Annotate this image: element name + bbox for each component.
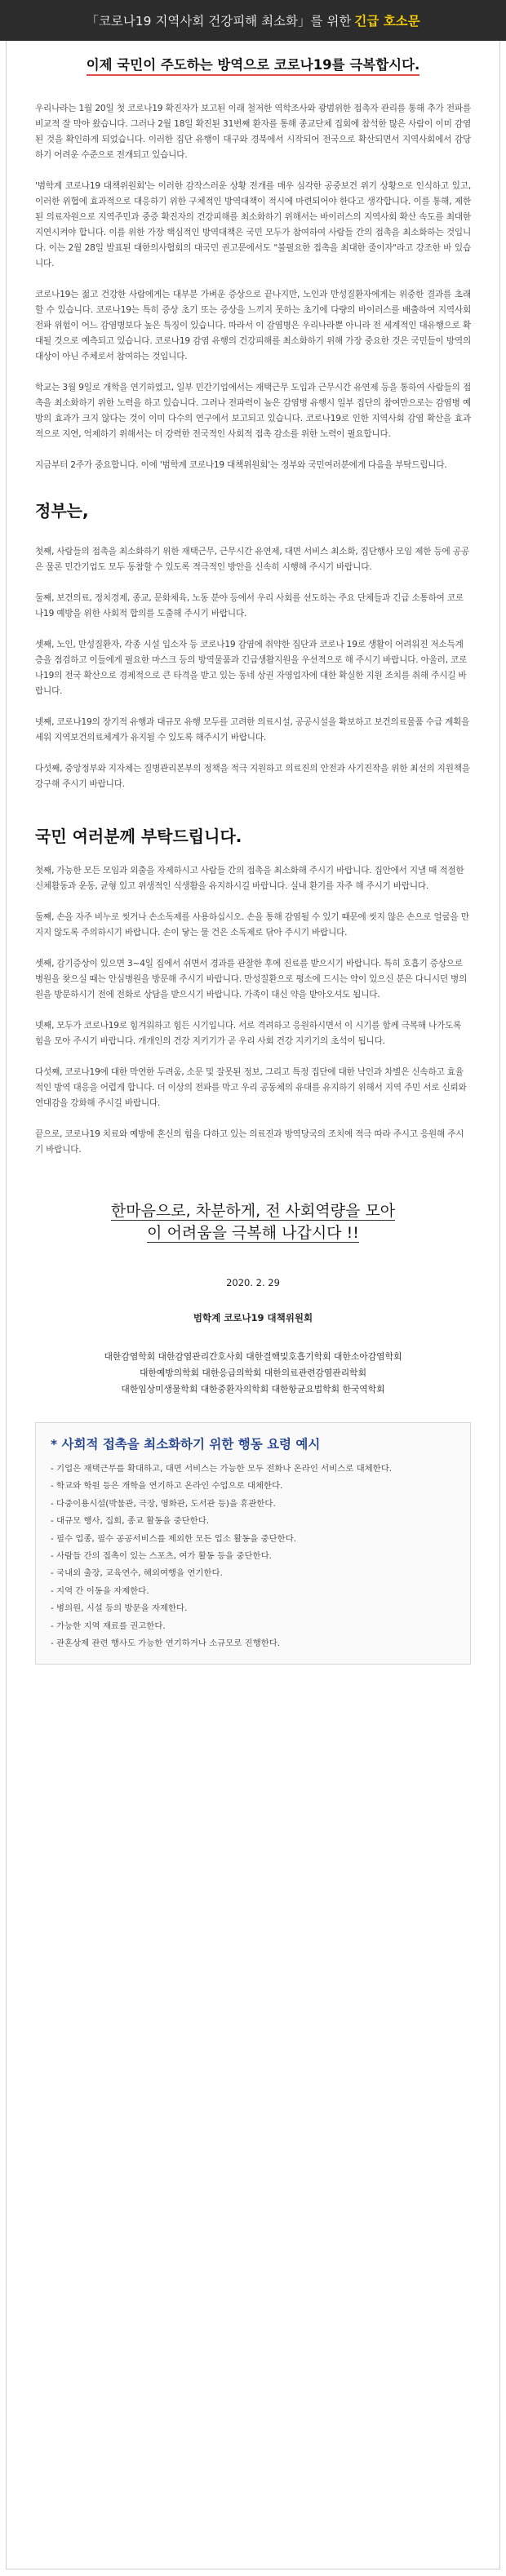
public-item-5: 다섯째, 코로나19에 대한 막연한 두려움, 소문 및 잘못된 정보, 그리고 특정 집단에 대한 낙인과 차별은 신속하고 효율적인 방역 대응을 어렵게 합니다. 더 이상의 전파를 막고 우리 공동체의 유대를 유지하기 위해서 지역 주민 서로 신뢰와 연대감을 강화해 주시길 바랍니다. — [35, 1067, 467, 1108]
guideline-title: * 사회적 접촉을 최소화하기 위한 행동 요령 예시 — [51, 1437, 321, 1452]
public-item-3: 셋째, 감기증상이 있으면 3~4일 집에서 쉬면서 경과를 관찰한 후에 진료를 받으시기 바랍니다. 특히 호흡기 증상으로 병원을 찾으실 때는 안심병원을 방문해 주시기 바랍니다. 만성질환으로 평소에 드시는 약이 있으신 분은 다니시던 병의원을 방문하시기 전에 전화로 상담을 받으시기 바랍니다. 가족이 대신 약을 받아오셔도 됩니다. — [35, 959, 468, 1000]
banner-highlight: 긴급 호소문 — [354, 14, 420, 29]
closing-line-2: 이 어려움을 극복해 나갑시다 !! — [147, 1224, 359, 1242]
appeal-document — [6, 41, 500, 2569]
guideline-list — [51, 1461, 455, 1652]
intro-paragraph-2: '범학계 코로나19 대책위원회'는 이러한 감작스러운 상황 전개를 매우 심각한 공중보건 위기 상황으로 인식하고 있고, 이러한 위협에 효과적으로 대응하기 위한 구체적인 방역대책이 적시에 마련되어야 한다고 생각합니다. 이를 통해, 제한된 의료자원으로 지역주민과 중증 확진자의 건강피해를 최소화하기 위해서는 바이러스의 지역사회 확산 속도를 최대한 지연시켜야 합니다. 이를 위한 가장 핵심적인 방역대책은 국민 모두가 참여하여 사람들 간의 접촉을 최소화하는 것입니다. 이는 2월 28일 발표된 대한의사협회의 대국민 권고문에서도 "불필요한 접촉을 최대한 줄이자"라고 강조한 바 있습니다. — [35, 181, 471, 268]
list-item: - 대규모 행사, 집회, 종교 활동을 중단한다. — [51, 1516, 210, 1527]
list-item: - 국내외 출장, 교육연수, 해외여행을 연기한다. — [51, 1568, 223, 1579]
guideline-box — [35, 1422, 471, 1665]
public-final: 끝으로, 코로나19 치료와 예방에 혼신의 힘을 다하고 있는 의료진과 방역당국의 조치에 적극 따라 주시고 응원해 주시기 바랍니다. — [35, 1129, 464, 1155]
member-societies-3: 대한임상미생물학회 대한중환자의학회 대한항균요법학회 한국역학회 — [121, 1384, 385, 1394]
list-item: - 기업은 재택근무를 확대하고, 대면 서비스는 가능한 모두 전화나 온라인 서비스로 대체한다. — [51, 1464, 393, 1474]
main-title: 이제 국민이 주도하는 방역으로 코로나19를 극복합시다. — [35, 41, 471, 73]
gov-item-2: 둘째, 보건의료, 정치경제, 종교, 문화체육, 노동 분야 등에서 우리 사회를 선도하는 주요 단체들과 긴급 소통하여 코로나19 예방을 위한 사회적 합의를 도출해 주시기 바랍니다. — [35, 593, 464, 619]
banner-title: 「코로나19 지역사회 건강피해 최소화」를 위한 — [86, 14, 352, 29]
public-heading: 국민 여러분께 부탁드립니다. — [35, 827, 242, 846]
public-item-2: 둘째, 손을 자주 비누로 씻거나 손소독제를 사용하십시오. 손을 통해 감염될 수 있기 때문에 씻지 않은 손으로 얼굴을 만지지 않도록 주의하시기 바랍니다. 손이 닿는 물 건은 소독제로 닦아 주시기 바랍니다. — [35, 912, 469, 938]
list-item: - 가능한 지역 재료를 권고한다. — [51, 1621, 166, 1631]
member-societies-1: 대한감염학회 대한감염관리간호사회 대한결핵및호흡기학회 대한소아감염학회 — [104, 1351, 402, 1362]
intro-paragraph-1: 우리나라는 1월 20일 첫 코로나19 확진자가 보고된 이래 철저한 역학조사와 광범위한 접촉자 관리를 통해 추가 전파를 비교적 잘 막아 왔습니다. 그러나 2월 18일 확진된 31번째 환자를 통해 종교단체 집회에 참석한 많은 사람이 이미 감염된 것을 확인하게 되었습니다. 이러한 집단 유행이 대구와 경북에서 시작되어 전국으로 확산되면서 지역사회에서 감당하기 어려운 수준으로 전개되고 있습니다. — [35, 104, 471, 160]
intro-paragraph-5: 지금부터 2주가 중요합니다. 이에 '범학계 코로나19 대책위원회'는 정부와 국민여러분에게 다음을 부탁드립니다. — [35, 460, 447, 470]
issue-date: 2020. 2. 29 — [226, 1277, 280, 1288]
list-item: - 사람들 간의 접촉이 있는 스포츠, 여가 활동 등을 중단한다. — [51, 1551, 272, 1562]
intro-paragraph-3: 코로나19는 젊고 건강한 사람에게는 대부분 가벼운 증상으로 끝나지만, 노인과 만성질환자에게는 위중한 결과를 초래할 수 있습니다. 코로나19는 특히 증상 초기 또는 증상을 느끼지 못하는 초기에 다량의 바이러스를 배출하여 지역사회 전파 위험이 어느 감염병보다 높은 특징이 있습니다. 따라서 이 감염병은 우리나라뿐 아니라 전 세계적인 대유행으로 확대될 것으로 예측되고 있습니다. 코로나19 감염 유행의 건강피해를 최소화하기 위해 가장 중요한 것은 국민들이 방역의 대상이 아닌 주체로서 참여하는 것입니다. — [35, 290, 471, 361]
intro-paragraph-4: 학교는 3월 9일로 개학을 연기하였고, 일부 민간기업에서는 재택근무 도입과 근무시간 유연제 등을 통하여 사람들의 접촉을 최소화하기 위한 노력을 하고 있습니다. 그러나 전파력이 높은 감염병 유행시 일부 집단의 참여만으로는 감염병 예방의 효과가 크지 않다는 것이 이미 다수의 연구에서 보고되고 있습니다. 코로나19로 인한 지역사회 감염 확산을 효과적으로 지연, 억제하기 위해서는 더 강력한 전국적인 사회적 접촉 감소를 위한 노력이 필요합니다. — [35, 383, 471, 439]
list-item: - 학교와 학원 등은 개학을 연기하고 온라인 수업으로 대체한다. — [51, 1481, 283, 1492]
committee-name: 범학계 코로나19 대책위원회 — [193, 1312, 313, 1323]
gov-item-5: 다섯째, 중앙정부와 지자체는 질병관리본부의 정책을 적극 지원하고 의료진의 안전과 사기진작을 위한 최선의 지원책을 강구해 주시기 바랍니다. — [35, 764, 470, 789]
list-item: - 다중이용시설(박물관, 극장, 영화관, 도서관 등)을 휴관한다. — [51, 1498, 276, 1509]
closing-line-1: 한마음으로, 차분하게, 전 사회역량을 모아 — [110, 1202, 396, 1220]
gov-item-3: 셋째, 노인, 만성질환자, 각종 시설 입소자 등 코로나19 감염에 취약한 집단과 코로나 19로 생활이 어려워진 저소득계층을 점검하고 이들에게 필요한 마스크 등의 방역물품과 긴급생활지원을 우선적으로 해 주시기 바랍니다. 아울러, 코로나19의 전국 확산으로 경제적으로 큰 타격을 받고 있는 동네 상권 자영업자에 대한 확실한 지원 조치를 취해 주시길 바랍니다. — [35, 640, 468, 696]
gov-item-1: 첫째, 사람들의 접촉을 최소화하기 위한 재택근무, 근무시간 유연제, 대면 서비스 최소화, 집단행사 모임 제한 등에 공공은 물론 민간기업도 모두 동참할 수 있도록 적극적인 방안을 신속히 시행해 주시기 바랍니다. — [35, 547, 469, 572]
gov-item-4: 넷째, 코로나19의 장기적 유행과 대규모 유행 모두를 고려한 의료시설, 공공시설을 확보하고 보건의료물품 수급 계획을 세워 지역보건의료체계가 유지될 수 있도록 해주시기 바랍니다. — [35, 717, 470, 743]
member-societies-2: 대한예방의학회 대한응급의학회 대한의료관련감염관리학회 — [139, 1368, 367, 1378]
list-item: - 관혼상제 관련 행사도 가능한 연기하거나 소규모로 진행한다. — [51, 1638, 281, 1649]
list-item: - 지역 간 이동을 자제한다. — [51, 1585, 149, 1596]
government-heading: 정부는, — [35, 501, 89, 521]
public-item-4: 넷째, 모두가 코로나19로 힘겨워하고 힘든 시기입니다. 서로 격려하고 응원하시면서 이 시기를 함께 극복해 나가도록 힘을 모아 주시기 바랍니다. 개개인의 건강 지키기가 곧 우리 사회 건강 지키기의 초석이 됩니다. — [35, 1021, 462, 1046]
list-item: - 병의원, 시설 등의 방문을 자제한다. — [51, 1603, 188, 1614]
list-item: - 필수 업종, 필수 공공서비스를 제외한 모든 업소 활동을 중단한다. — [51, 1533, 297, 1544]
top-banner — [0, 0, 506, 41]
public-item-1: 첫째, 가능한 모든 모임과 외출을 자제하시고 사람들 간의 접촉을 최소화해 주시기 바랍니다. 집안에서 지낼 때 적절한 신체활동과 운동, 균형 있고 위생적인 식생활을 유지하시길 바랍니다. 실내 환기를 자주 해 주시기 바랍니다. — [35, 866, 464, 891]
